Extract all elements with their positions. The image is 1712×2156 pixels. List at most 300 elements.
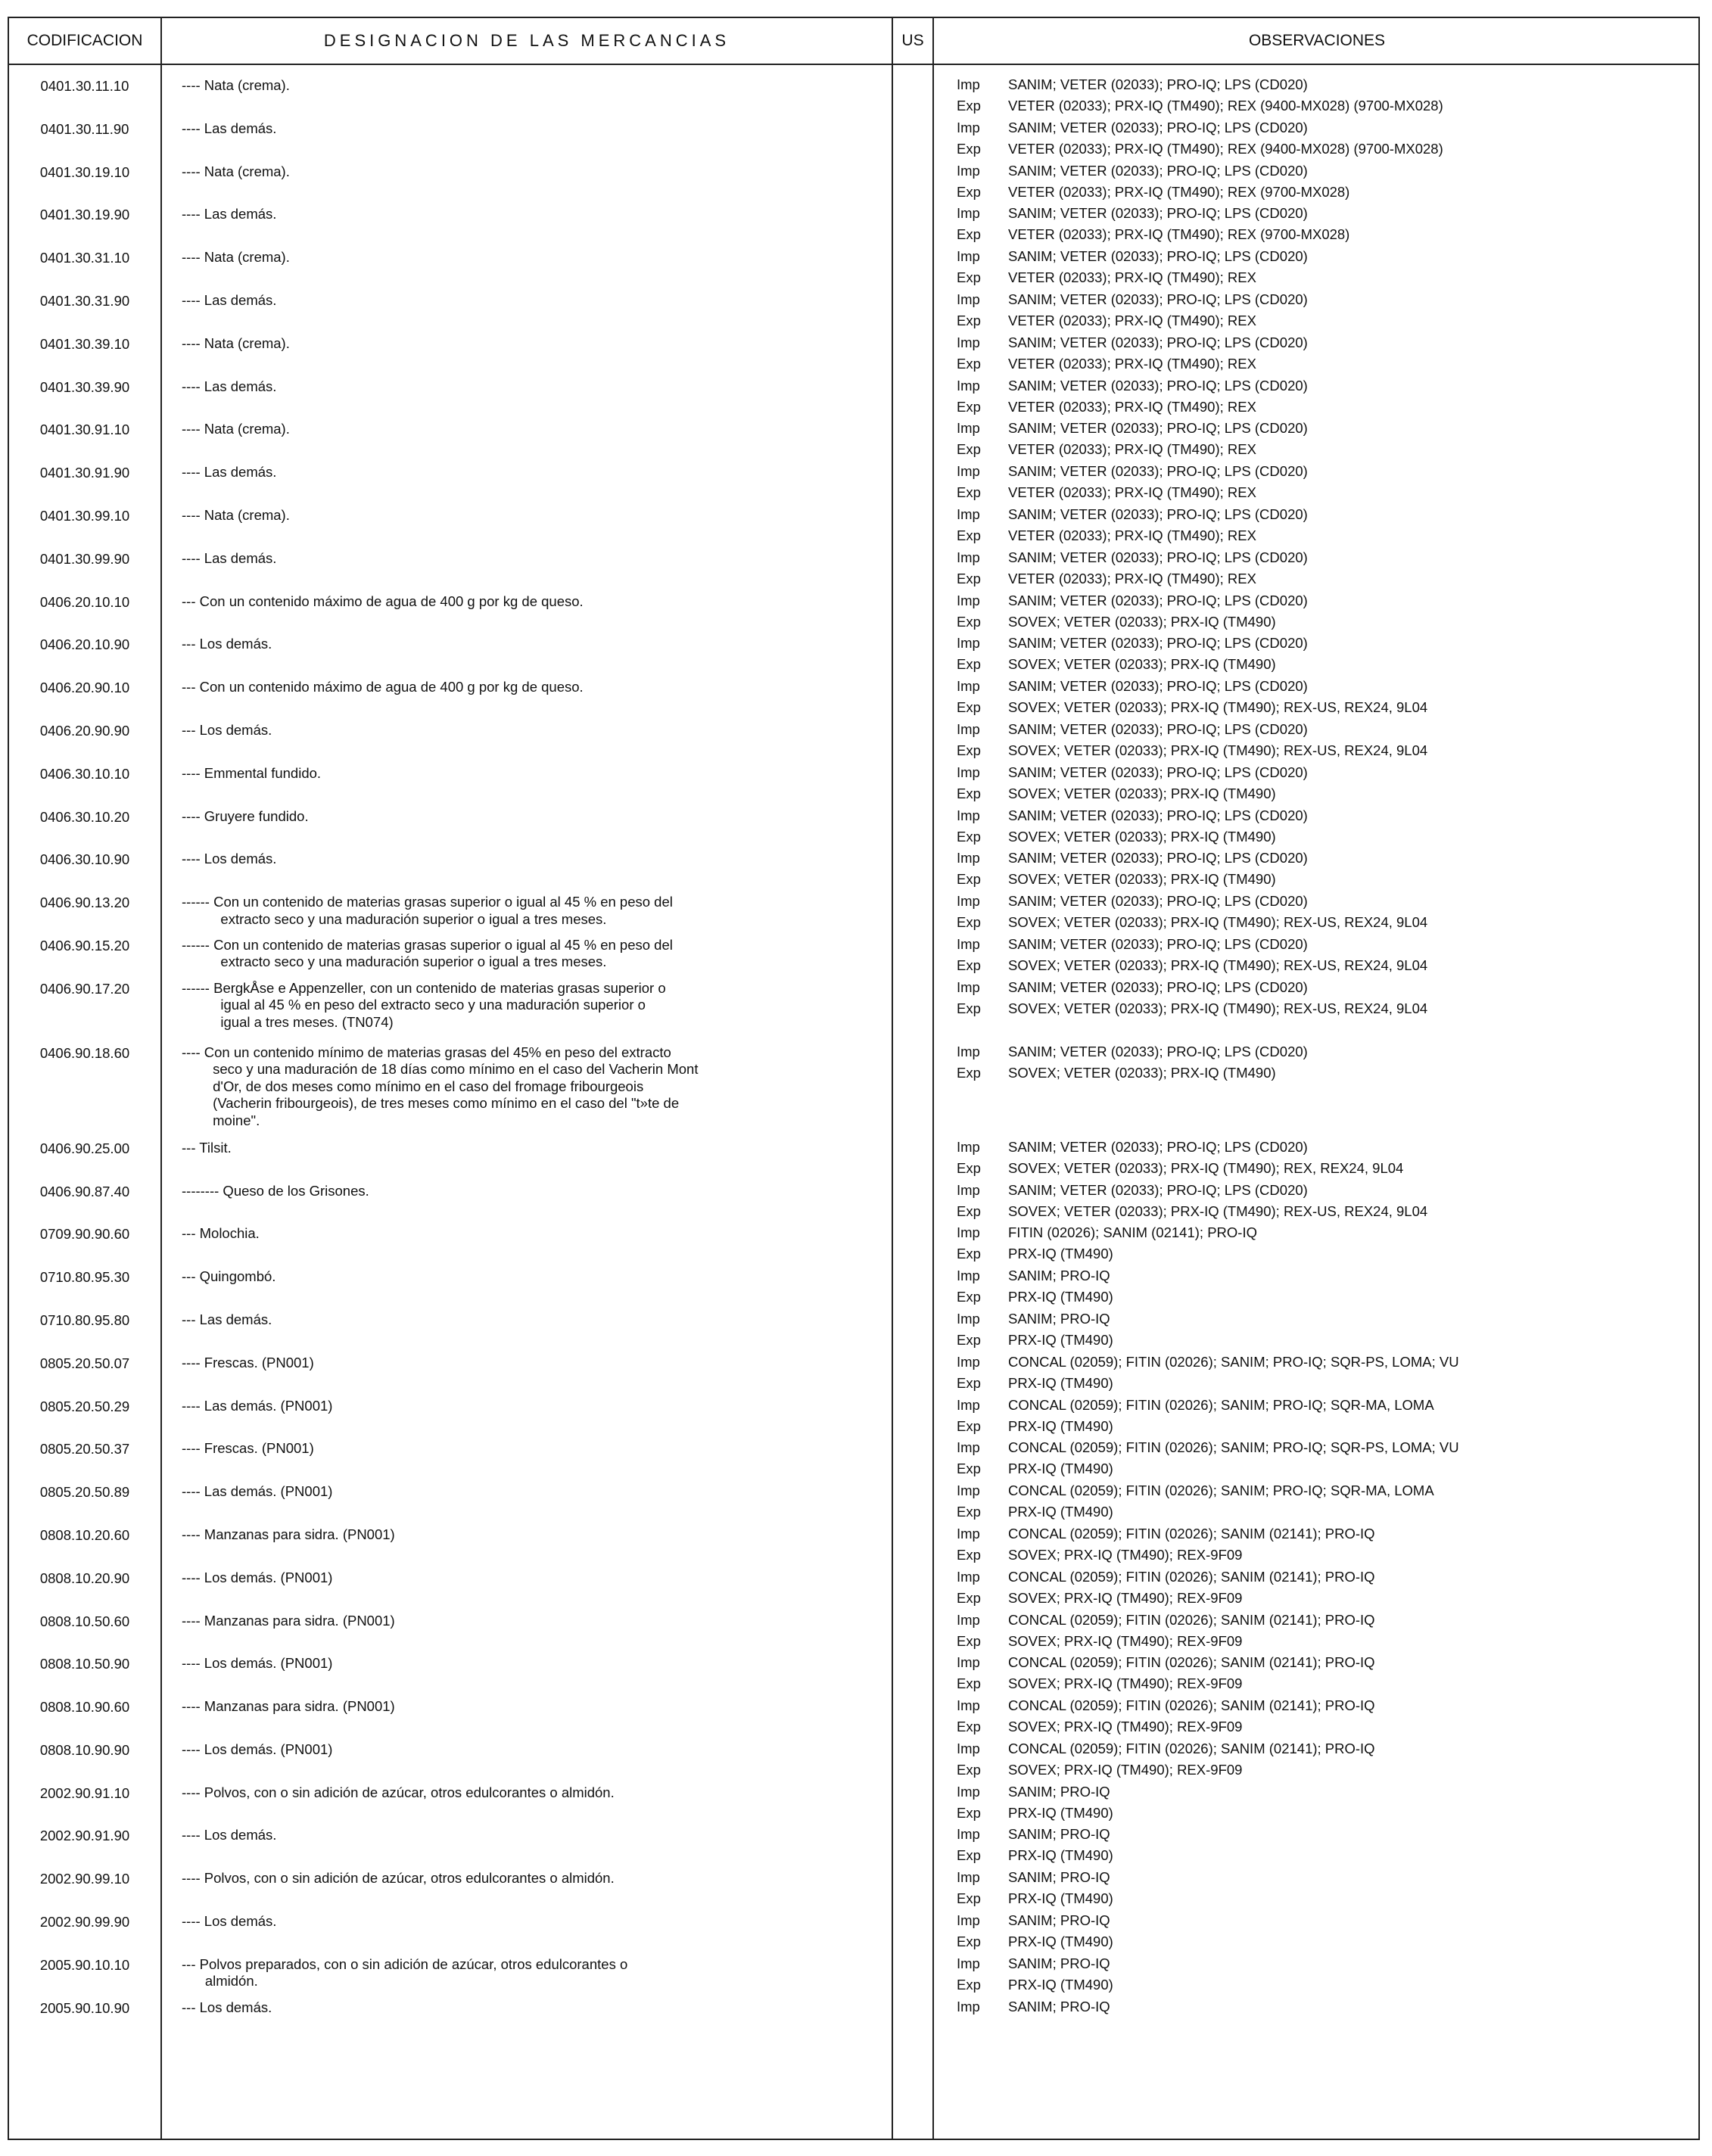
observation-type: Imp: [957, 764, 980, 780]
observation-text: PRX-IQ (TM490): [1008, 1246, 1113, 1262]
observation-text: SANIM; PRO-IQ: [1008, 1955, 1110, 1971]
observation-line: [957, 762, 1698, 783]
observation-line: [957, 117, 1698, 138]
observation-type: Exp: [957, 1246, 981, 1262]
observation-line: [957, 1824, 1698, 1845]
observation-type: Imp: [957, 1869, 980, 1886]
observation-line: [957, 977, 1698, 998]
row-code: 0401.30.11.10: [40, 78, 129, 94]
table-row: [9, 1944, 1698, 1993]
tariff-table: [8, 17, 1700, 2140]
observation-text: SANIM; VETER (02033); PRO-IQ; LPS (CD020): [1008, 119, 1308, 135]
observation-line: [957, 1041, 1698, 1062]
table-row: [9, 1171, 1698, 1219]
row-description: --- Con un contenido máximo de agua de 400 g por kg de queso.: [182, 593, 584, 609]
observation-text: VETER (02033); PRX-IQ (TM490); REX: [1008, 441, 1256, 458]
row-description: ---- Las demás. (PN001): [182, 1397, 333, 1414]
observation-type: Exp: [957, 1461, 981, 1477]
observation-text: SOVEX; VETER (02033); PRX-IQ (TM490): [1008, 656, 1276, 673]
table-row: [9, 108, 1698, 157]
table-row: [9, 1601, 1698, 1649]
row-description: ---- Nata (crema).: [182, 163, 290, 179]
observation-line: [957, 160, 1698, 182]
observation-type: Exp: [957, 398, 981, 415]
row-description: ---- Con un contenido mínimo de materias grasas del 45% en peso del extracto seco y una maduración de 18 días como mínimo en el caso del Vacherin Mont d'Or, de dos meses como mínimo en el caso del fromage fribourgeois (Vacherin fribourgeois), de tres meses como mínimo en el caso del "t»te de moine".: [182, 1044, 699, 1128]
observation-line: [957, 203, 1698, 224]
row-description: ---- Las demás.: [182, 464, 277, 481]
observation-text: SANIM; VETER (02033); PRO-IQ; LPS (CD020): [1008, 678, 1308, 695]
observation-text: VETER (02033); PRX-IQ (TM490); REX (9700-MX028): [1008, 183, 1350, 200]
observation-type: Imp: [957, 1955, 980, 1971]
observation-type: Exp: [957, 1546, 981, 1563]
observation-type: Exp: [957, 1976, 981, 1993]
row-code: 0406.90.13.20: [39, 894, 130, 911]
table-row: [9, 495, 1698, 543]
row-description: ------ BergkÅse e Appenzeller, con un contenido de materias grasas superior o igual al 45 % en peso del extracto seco y una maduración superior o igual a tres meses. (TN074): [182, 979, 666, 1030]
row-description: ---- Nata (crema).: [182, 421, 290, 437]
observation-line: [957, 1395, 1698, 1416]
row-code: 2002.90.91.90: [39, 1828, 130, 1844]
observation-type: Exp: [957, 484, 981, 501]
observation-type: Imp: [957, 1525, 980, 1542]
observation-text: CONCAL (02059); FITIN (02026); SANIM; PRO-IQ; SQR-MA, LOMA: [1008, 1396, 1434, 1413]
row-description: ---- Frescas. (PN001): [182, 1440, 314, 1457]
observation-type: Imp: [957, 506, 980, 522]
observation-text: SANIM; VETER (02033); PRO-IQ; LPS (CD020): [1008, 76, 1308, 92]
row-code: 0406.20.90.10: [39, 680, 130, 696]
row-code: 0805.20.50.89: [39, 1484, 130, 1501]
observation-type: Exp: [957, 742, 981, 758]
observation-line: [957, 848, 1698, 869]
observation-text: SANIM; PRO-IQ: [1008, 1998, 1110, 2014]
table-row: [9, 1901, 1698, 1950]
table-row: [9, 1987, 1698, 2030]
observation-text: SOVEX; VETER (02033); PRX-IQ (TM490); REX-US, REX24, 9L04: [1008, 1000, 1428, 1016]
table-row: [9, 710, 1698, 758]
observation-text: PRX-IQ (TM490): [1008, 1504, 1113, 1520]
row-code: 0406.30.10.20: [39, 808, 130, 825]
row-description: ---- Polvos, con o sin adición de azúcar, otros edulcorantes o almidón.: [182, 1870, 615, 1887]
row-observations: [957, 1996, 1698, 2018]
observation-text: CONCAL (02059); FITIN (02026); SANIM; PRO-IQ; SQR-PS, LOMA; VU: [1008, 1439, 1459, 1456]
observation-type: Imp: [957, 1568, 980, 1585]
row-description: ---- Nata (crema).: [182, 334, 290, 351]
row-description: ---- Nata (crema).: [182, 77, 290, 93]
observation-text: SOVEX; PRX-IQ (TM490); REX-9F09: [1008, 1761, 1243, 1778]
row-code: 2005.90.10.90: [39, 1999, 130, 2016]
table-row: [9, 1032, 1698, 1128]
observation-line: [957, 332, 1698, 353]
observation-text: SANIM; VETER (02033); PRO-IQ; LPS (CD020): [1008, 720, 1308, 737]
observation-text: VETER (02033); PRX-IQ (TM490); REX: [1008, 527, 1256, 543]
observation-text: SANIM; VETER (02033); PRO-IQ; LPS (CD020): [1008, 893, 1308, 910]
observation-text: VETER (02033); PRX-IQ (TM490); REX: [1008, 484, 1256, 501]
row-description: ---- Nata (crema).: [182, 506, 290, 523]
row-code: 0401.30.39.10: [39, 335, 130, 352]
table-row: [9, 1342, 1698, 1391]
observation-text: SOVEX; VETER (02033); PRX-IQ (TM490): [1008, 1064, 1276, 1081]
observation-type: Exp: [957, 312, 981, 328]
table-row: [9, 1815, 1698, 1864]
table-row: [9, 925, 1698, 973]
observation-text: SANIM; VETER (02033); PRO-IQ; LPS (CD020): [1008, 1043, 1308, 1059]
observation-type: Imp: [957, 1482, 980, 1499]
observation-line: [957, 719, 1698, 740]
observation-type: Exp: [957, 1202, 981, 1219]
observation-text: SANIM; VETER (02033); PRO-IQ; LPS (CD020): [1008, 248, 1308, 265]
observation-type: Exp: [957, 226, 981, 243]
table-row: [9, 1213, 1698, 1262]
observation-text: VETER (02033); PRX-IQ (TM490); REX: [1008, 269, 1256, 286]
observation-text: SOVEX; PRX-IQ (TM490); REX-9F09: [1008, 1719, 1243, 1735]
observation-text: SANIM; VETER (02033); PRO-IQ; LPS (CD020): [1008, 978, 1308, 995]
table-row: [9, 366, 1698, 415]
observation-type: Exp: [957, 1804, 981, 1821]
observation-text: SANIM; VETER (02033); PRO-IQ; LPS (CD020): [1008, 463, 1308, 480]
observation-line: [957, 74, 1698, 95]
observation-text: PRX-IQ (TM490): [1008, 1804, 1113, 1821]
table-row: [9, 753, 1698, 801]
row-code: 0808.10.90.60: [39, 1699, 130, 1716]
table-row: [9, 538, 1698, 586]
row-description: ---- Polvos, con o sin adición de azúcar, otros edulcorantes o almidón.: [182, 1784, 615, 1800]
observation-text: PRX-IQ (TM490): [1008, 1417, 1113, 1434]
observation-line: [957, 1222, 1698, 1243]
observation-type: Imp: [957, 1138, 980, 1155]
table-body: [9, 65, 1698, 2030]
row-description: --- Con un contenido máximo de agua de 400 g por kg de queso.: [182, 679, 584, 695]
observation-text: VETER (02033); PRX-IQ (TM490); REX (9700-MX028): [1008, 226, 1350, 243]
observation-line: [957, 547, 1698, 568]
table-row: [9, 1299, 1698, 1348]
observation-line: [957, 676, 1698, 697]
observation-type: Imp: [957, 76, 980, 92]
observation-type: Exp: [957, 570, 981, 586]
observation-text: SANIM; VETER (02033); PRO-IQ; LPS (CD020): [1008, 377, 1308, 394]
row-code: 0406.20.10.10: [39, 593, 130, 610]
observation-line: [957, 1480, 1698, 1501]
observation-type: Exp: [957, 1847, 981, 1864]
row-description: --- Polvos preparados, con o sin adición de azúcar, otros edulcorantes o almidón.: [182, 1955, 628, 1990]
row-code: 0401.30.91.90: [39, 465, 130, 481]
table-row: [9, 323, 1698, 372]
row-code: 2002.90.91.10: [39, 1784, 130, 1801]
observation-line: [957, 504, 1698, 525]
observation-type: Exp: [957, 98, 981, 114]
row-code: 0808.10.50.90: [39, 1656, 130, 1672]
observation-type: Imp: [957, 978, 980, 995]
observation-line: [957, 934, 1698, 955]
observation-text: SANIM; PRO-IQ: [1008, 1826, 1110, 1843]
observation-type: Imp: [957, 291, 980, 307]
observation-type: Imp: [957, 377, 980, 394]
row-description: ---- Nata (crema).: [182, 249, 290, 266]
observation-text: SANIM; VETER (02033); PRO-IQ; LPS (CD020): [1008, 764, 1308, 780]
row-code: 0401.30.19.10: [39, 163, 130, 180]
observation-type: Exp: [957, 1000, 981, 1016]
observation-line: [957, 1308, 1698, 1330]
row-code: 2002.90.99.10: [39, 1871, 130, 1887]
observation-type: Imp: [957, 893, 980, 910]
observation-type: Imp: [957, 1654, 980, 1671]
row-code: 0406.30.10.10: [39, 765, 130, 782]
observation-line: [957, 1137, 1698, 1158]
row-description: ---- Frescas. (PN001): [182, 1354, 314, 1370]
observation-line: [957, 246, 1698, 267]
observation-text: SANIM; VETER (02033); PRO-IQ; LPS (CD020): [1008, 420, 1308, 437]
observation-text: CONCAL (02059); FITIN (02026); SANIM (02141); PRO-IQ: [1008, 1740, 1375, 1756]
table-row: [9, 581, 1698, 630]
observation-text: SOVEX; VETER (02033); PRX-IQ (TM490); REX-US, REX24, 9L04: [1008, 1202, 1428, 1219]
observation-type: Imp: [957, 1043, 980, 1059]
observation-type: Imp: [957, 119, 980, 135]
row-description: ------ Con un contenido de materias grasas superior o igual al 45 % en peso del extracto seco y una maduración superior o igual a tres meses.: [182, 894, 673, 927]
row-code: 0710.80.95.30: [39, 1269, 130, 1286]
observation-text: SOVEX; VETER (02033); PRX-IQ (TM490); REX-US, REX24, 9L04: [1008, 699, 1428, 716]
observation-type: Imp: [957, 205, 980, 222]
row-code: 0709.90.90.60: [39, 1226, 130, 1243]
observation-type: Exp: [957, 871, 981, 888]
row-description: --- Los demás.: [182, 721, 272, 738]
row-description: ---- Los demás. (PN001): [182, 1655, 333, 1672]
observation-text: SANIM; PRO-IQ: [1008, 1869, 1110, 1886]
observation-type: Exp: [957, 1632, 981, 1649]
observation-line: [957, 1062, 1698, 1084]
observation-line: [957, 1180, 1698, 1201]
observation-line: [957, 1352, 1698, 1373]
observation-text: CONCAL (02059); FITIN (02026); SANIM (02141); PRO-IQ: [1008, 1654, 1375, 1671]
row-description: ---- Manzanas para sidra. (PN001): [182, 1698, 395, 1715]
header-designacion: DESIGNACION DE LAS MERCANCIAS: [323, 31, 730, 50]
observation-type: Exp: [957, 957, 981, 973]
observation-line: [957, 1437, 1698, 1458]
observation-text: SANIM; VETER (02033); PRO-IQ; LPS (CD020): [1008, 549, 1308, 565]
row-code: 0808.10.50.60: [39, 1613, 130, 1629]
observation-type: Imp: [957, 463, 980, 480]
observation-type: Exp: [957, 1064, 981, 1081]
observation-text: CONCAL (02059); FITIN (02026); SANIM; PRO-IQ; SQR-MA, LOMA: [1008, 1482, 1434, 1499]
observation-type: Exp: [957, 785, 981, 801]
table-row: [9, 1686, 1698, 1735]
observation-text: PRX-IQ (TM490): [1008, 1934, 1113, 1950]
observation-type: Imp: [957, 1353, 980, 1370]
observation-line: [957, 1652, 1698, 1673]
observation-type: Imp: [957, 334, 980, 350]
row-description: ---- Las demás.: [182, 120, 277, 136]
observation-text: SANIM; PRO-IQ: [1008, 1268, 1110, 1284]
observation-text: PRX-IQ (TM490): [1008, 1331, 1113, 1348]
observation-type: Imp: [957, 420, 980, 437]
observation-type: Exp: [957, 1374, 981, 1391]
observation-type: Imp: [957, 1611, 980, 1628]
observation-type: Imp: [957, 1181, 980, 1198]
observation-type: Exp: [957, 355, 981, 372]
row-description: -------- Queso de los Grisones.: [182, 1182, 369, 1199]
row-code: 2002.90.99.90: [39, 1914, 130, 1930]
table-row: [9, 151, 1698, 200]
observation-line: [957, 1695, 1698, 1716]
row-code: 0401.30.31.90: [39, 292, 130, 309]
row-code: 0401.30.99.90: [39, 550, 130, 567]
observation-text: SOVEX; VETER (02033); PRX-IQ (TM490); REX-US, REX24, 9L04: [1008, 957, 1428, 973]
row-description: ---- Las demás.: [182, 206, 277, 222]
table-row: [9, 237, 1698, 286]
observation-type: Exp: [957, 183, 981, 200]
observation-text: SOVEX; VETER (02033); PRX-IQ (TM490): [1008, 613, 1276, 630]
row-code: 0710.80.95.80: [39, 1311, 130, 1328]
table-row: [9, 1858, 1698, 1907]
row-code: 0808.10.20.90: [39, 1570, 130, 1586]
table-row: [9, 796, 1698, 845]
table-row: [9, 1557, 1698, 1606]
observation-text: VETER (02033); PRX-IQ (TM490); REX (9400-MX028) (9700-MX028): [1008, 140, 1443, 157]
observation-text: SANIM; VETER (02033); PRO-IQ; LPS (CD020): [1008, 935, 1308, 952]
observation-text: SANIM; PRO-IQ: [1008, 1783, 1110, 1800]
observation-type: Imp: [957, 1740, 980, 1756]
observation-text: CONCAL (02059); FITIN (02026); SANIM; PRO-IQ; SQR-PS, LOMA; VU: [1008, 1353, 1459, 1370]
observation-type: Imp: [957, 935, 980, 952]
observation-type: Exp: [957, 140, 981, 157]
observation-line: [957, 1523, 1698, 1545]
header-observaciones: OBSERVACIONES: [1248, 32, 1386, 49]
row-code: 0406.20.90.90: [39, 722, 130, 739]
observation-text: VETER (02033); PRX-IQ (TM490); REX: [1008, 570, 1256, 586]
row-description: --- Tilsit.: [182, 1139, 232, 1156]
row-description: ------ Con un contenido de materias grasas superior o igual al 45 % en peso del extracto seco y una maduración superior o igual a tres meses.: [182, 936, 673, 970]
observation-line: [957, 1867, 1698, 1888]
observation-text: CONCAL (02059); FITIN (02026); SANIM (02141); PRO-IQ: [1008, 1568, 1375, 1585]
row-description: --- Quingombó.: [182, 1268, 276, 1285]
observation-type: Exp: [957, 1504, 981, 1520]
observation-type: Imp: [957, 635, 980, 652]
observation-type: Exp: [957, 1719, 981, 1735]
row-description: ---- Gruyere fundido.: [182, 807, 309, 824]
table-row: [9, 65, 1698, 114]
observation-text: SOVEX; VETER (02033); PRX-IQ (TM490); REX-US, REX24, 9L04: [1008, 742, 1428, 758]
observation-type: Exp: [957, 441, 981, 458]
observation-type: Exp: [957, 613, 981, 630]
row-description: ---- Las demás. (PN001): [182, 1483, 333, 1500]
observation-text: PRX-IQ (TM490): [1008, 1374, 1113, 1391]
table-row: [9, 194, 1698, 243]
row-description: ---- Los demás.: [182, 1913, 277, 1930]
observation-line: [957, 1910, 1698, 1931]
table-row: [9, 1514, 1698, 1563]
observation-line: [957, 1996, 1698, 2018]
observation-text: SANIM; VETER (02033); PRO-IQ; LPS (CD020): [1008, 506, 1308, 522]
observation-line: [957, 998, 1698, 1019]
row-description: --- Molochia.: [182, 1225, 260, 1242]
observation-text: CONCAL (02059); FITIN (02026); SANIM (02141); PRO-IQ: [1008, 1611, 1375, 1628]
row-code: 0401.30.19.90: [39, 207, 130, 223]
observation-type: Exp: [957, 1675, 981, 1692]
observation-type: Imp: [957, 1268, 980, 1284]
observation-text: SANIM; VETER (02033); PRO-IQ; LPS (CD020): [1008, 291, 1308, 307]
header-codificacion: CODIFICACION: [26, 32, 143, 49]
observation-type: Exp: [957, 914, 981, 931]
observation-text: SANIM; VETER (02033); PRO-IQ; LPS (CD020): [1008, 1181, 1308, 1198]
observation-text: SANIM; PRO-IQ: [1008, 1310, 1110, 1327]
observation-text: PRX-IQ (TM490): [1008, 1289, 1113, 1305]
observation-line: [957, 633, 1698, 654]
row-code: 0406.90.87.40: [39, 1183, 130, 1199]
observation-type: Imp: [957, 1697, 980, 1714]
observation-type: Exp: [957, 1159, 981, 1176]
row-description: ---- Las demás.: [182, 549, 277, 566]
row-description: ---- Los demás.: [182, 851, 277, 867]
row-description: ---- Los demás. (PN001): [182, 1741, 333, 1757]
row-code: 0406.90.18.60: [39, 1044, 130, 1061]
observation-type: Imp: [957, 1439, 980, 1456]
observation-line: [957, 461, 1698, 482]
row-description: ---- Los demás. (PN001): [182, 1569, 333, 1585]
row-code: 0805.20.50.29: [39, 1398, 130, 1414]
observation-type: Exp: [957, 699, 981, 716]
observation-text: PRX-IQ (TM490): [1008, 1847, 1113, 1864]
observation-type: Imp: [957, 807, 980, 823]
observation-line: [957, 418, 1698, 439]
observation-text: VETER (02033); PRX-IQ (TM490); REX (9400-MX028) (9700-MX028): [1008, 98, 1443, 114]
observation-type: Imp: [957, 248, 980, 265]
observation-type: Exp: [957, 656, 981, 673]
observation-type: Exp: [957, 527, 981, 543]
observation-text: VETER (02033); PRX-IQ (TM490); REX: [1008, 355, 1256, 372]
observation-type: Exp: [957, 1890, 981, 1907]
observation-line: [957, 1781, 1698, 1803]
observation-text: SANIM; VETER (02033); PRO-IQ; LPS (CD020): [1008, 850, 1308, 866]
observation-line: [957, 590, 1698, 611]
table-row: [9, 1128, 1698, 1176]
observation-text: SOVEX; VETER (02033); PRX-IQ (TM490); REX, REX24, 9L04: [1008, 1159, 1404, 1176]
table-row: [9, 1643, 1698, 1692]
observation-text: SOVEX; VETER (02033); PRX-IQ (TM490): [1008, 785, 1276, 801]
row-code: 0406.90.25.00: [39, 1140, 130, 1156]
observation-type: Exp: [957, 1289, 981, 1305]
row-code: 0406.90.15.20: [39, 937, 130, 954]
observation-text: SANIM; VETER (02033); PRO-IQ; LPS (CD020): [1008, 162, 1308, 179]
observation-type: Exp: [957, 1331, 981, 1348]
observation-text: SANIM; PRO-IQ: [1008, 1912, 1110, 1929]
observation-text: SOVEX; PRX-IQ (TM490); REX-9F09: [1008, 1675, 1243, 1692]
row-observations: [957, 977, 1698, 1019]
row-observations: [957, 1041, 1698, 1084]
observation-text: SOVEX; PRX-IQ (TM490); REX-9F09: [1008, 1632, 1243, 1649]
observation-type: Imp: [957, 162, 980, 179]
observation-type: Exp: [957, 1761, 981, 1778]
row-code: 0406.30.10.90: [39, 851, 130, 868]
observation-text: PRX-IQ (TM490): [1008, 1976, 1113, 1993]
observation-text: SOVEX; VETER (02033); PRX-IQ (TM490): [1008, 871, 1276, 888]
observation-type: Imp: [957, 720, 980, 737]
observation-text: SOVEX; VETER (02033); PRX-IQ (TM490); REX-US, REX24, 9L04: [1008, 914, 1428, 931]
observation-text: SANIM; VETER (02033); PRO-IQ; LPS (CD020): [1008, 635, 1308, 652]
observation-type: Imp: [957, 678, 980, 695]
row-code: 0406.90.17.20: [39, 980, 130, 997]
observation-text: CONCAL (02059); FITIN (02026); SANIM (02141); PRO-IQ: [1008, 1525, 1375, 1542]
table-row: [9, 452, 1698, 501]
observation-type: Imp: [957, 1310, 980, 1327]
row-code: 0401.30.99.10: [39, 507, 130, 524]
observation-type: Exp: [957, 1417, 981, 1434]
observation-text: SANIM; VETER (02033); PRO-IQ; LPS (CD020): [1008, 807, 1308, 823]
observation-type: Imp: [957, 1224, 980, 1241]
row-description: ---- Las demás.: [182, 378, 277, 394]
table-row: [9, 624, 1698, 673]
row-code: 0401.30.91.10: [39, 422, 130, 438]
row-code: 0805.20.50.07: [39, 1355, 130, 1371]
observation-type: Imp: [957, 1783, 980, 1800]
row-code: 0401.30.11.90: [40, 120, 129, 137]
